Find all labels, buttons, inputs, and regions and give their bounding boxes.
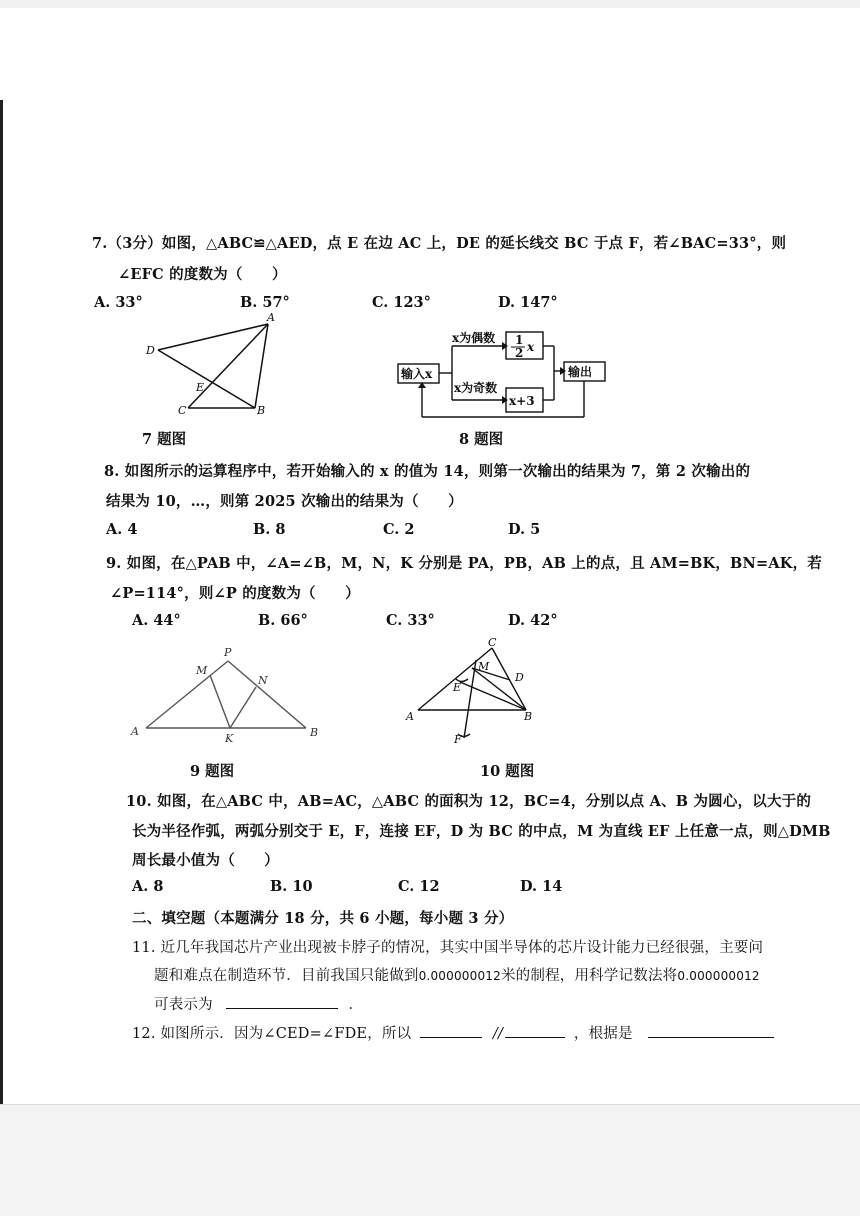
q8-option-c: C. 2	[383, 521, 415, 538]
scan-left-edge	[0, 100, 3, 1105]
q10-option-b: B. 10	[270, 878, 313, 895]
q11-period: ．	[348, 997, 364, 1013]
q9-label-n: N	[258, 674, 268, 687]
q9-stem-line1: 9. 如图，在△PAB 中，∠A=∠B，M，N，K 分别是 PA，PB，AB 上的点，且 AM=BK，BN=AK，若	[106, 555, 822, 572]
q9-label-p: P	[224, 646, 232, 659]
q12-stem-start: 12. 如图所示．因为∠CED=∠FDE，所以	[132, 1026, 412, 1042]
q9-label-m: M	[196, 664, 208, 677]
q7-option-d: D. 147°	[498, 294, 558, 311]
q10-figure	[400, 638, 550, 748]
q7-label-b: B	[257, 404, 266, 417]
q9-option-c: C. 33°	[386, 612, 435, 629]
q10-label-f: F	[454, 733, 462, 746]
q10-label-m: M	[478, 660, 490, 673]
q12-parallel-symbol: //	[492, 1026, 504, 1042]
q11-stem-line2-start: 题和难点在制造环节．目前我国只能做到	[154, 968, 419, 984]
q9-option-d: D. 42°	[508, 612, 558, 629]
q11-stem-line2	[154, 964, 760, 985]
q7-option-a: A. 33°	[94, 294, 143, 311]
q9-label-a: A	[131, 725, 139, 738]
q10-label-a: A	[406, 710, 414, 723]
q8-flowchart	[396, 330, 626, 420]
q7-label-c: C	[178, 404, 187, 417]
q12-blank-3[interactable]	[648, 1023, 774, 1038]
q7-option-c: C. 123°	[372, 294, 431, 311]
q8-stem-line2: 结果为 10，…，则第 2025 次输出的结果为（ ）	[106, 493, 463, 510]
flow-half-numerator: 1	[515, 333, 524, 347]
q8-caption: 8 题图	[459, 431, 504, 448]
q10-option-d: D. 14	[520, 878, 563, 895]
flow-input-label: 输入x	[401, 367, 433, 381]
q9-label-k: K	[225, 732, 234, 745]
q9-figure	[128, 645, 328, 745]
q12-blank-1[interactable]	[420, 1023, 482, 1038]
q10-stem-line3: 周长最小值为（ ）	[132, 852, 279, 869]
q9-stem-line2: ∠P=114°，则∠P 的度数为（ ）	[110, 585, 360, 602]
q7-option-b: B. 57°	[240, 294, 290, 311]
q7-label-e: E	[196, 381, 205, 394]
q9-label-b: B	[310, 726, 319, 739]
q10-label-d: D	[515, 671, 524, 684]
q10-label-b: B	[524, 710, 533, 723]
section-heading: 二、填空题（本题满分 18 分，共 6 小题，每小题 3 分）	[132, 910, 514, 927]
q8-option-b: B. 8	[253, 521, 286, 538]
flow-half-box	[506, 332, 543, 359]
q11-number-2: 0.000000012	[677, 969, 760, 983]
q7-stem-line1: 7.（3分）如图，△ABC≌△AED，点 E 在边 AC 上，DE 的延长线交 BC 于点 F，若∠BAC=33°，则	[92, 235, 787, 252]
q11-answer-blank[interactable]	[226, 994, 338, 1009]
q8-option-d: D. 5	[508, 521, 541, 538]
q10-option-c: C. 12	[398, 878, 440, 895]
q12-stem	[132, 1022, 774, 1043]
flow-half-variable: x	[527, 340, 535, 354]
q7-stem-line2: ∠EFC 的度数为（ ）	[118, 266, 287, 283]
q11-number-1: 0.000000012	[418, 969, 501, 983]
q7-label-d: D	[146, 344, 155, 357]
scan-top-edge	[0, 0, 860, 8]
page-bottom-margin	[0, 1104, 860, 1216]
q7-caption: 7 题图	[142, 431, 187, 448]
q10-label-e: E	[453, 681, 462, 694]
q9-caption: 9 题图	[190, 763, 235, 780]
q10-caption: 10 题图	[480, 763, 535, 780]
q10-stem-line1: 10. 如图，在△ABC 中，AB=AC，△ABC 的面积为 12，BC=4，分别以点 A、B 为圆心，以大于的	[126, 793, 812, 810]
q11-stem-line3	[154, 993, 363, 1014]
flow-plus3-label: x+3	[509, 394, 535, 408]
q11-stem-line2-end: 米的制程，用科学记数法将	[500, 968, 678, 984]
q9-option-a: A. 44°	[132, 612, 181, 629]
flow-half-denominator: 2	[515, 346, 524, 360]
flow-odd-cond: x为奇数	[454, 381, 498, 395]
q12-reason-label: ，根据是	[573, 1026, 633, 1042]
q7-figure	[140, 310, 280, 420]
q8-option-a: A. 4	[106, 521, 138, 538]
q9-option-b: B. 66°	[258, 612, 308, 629]
q11-stem-line1: 11. 近几年我国芯片产业出现被卡脖子的情况，其实中国半导体的芯片设计能力已经很强，主要问	[132, 940, 764, 956]
flow-even-cond: x为偶数	[452, 331, 496, 345]
flow-output-label: 输出	[568, 365, 593, 379]
q11-answer-prompt: 可表示为	[154, 997, 213, 1013]
q8-stem-line1: 8. 如图所示的运算程序中，若开始输入的 x 的值为 14，则第一次输出的结果为 7，第 2 次输出的	[104, 463, 751, 480]
q10-stem-line2: 长为半径作弧，两弧分别交于 E，F，连接 EF，D 为 BC 的中点，M 为直线 EF 上任意一点，则△DMB	[132, 823, 831, 840]
q12-blank-2[interactable]	[505, 1023, 565, 1038]
q10-option-a: A. 8	[132, 878, 164, 895]
q7-label-a: A	[267, 311, 275, 324]
q10-label-c: C	[488, 636, 497, 649]
